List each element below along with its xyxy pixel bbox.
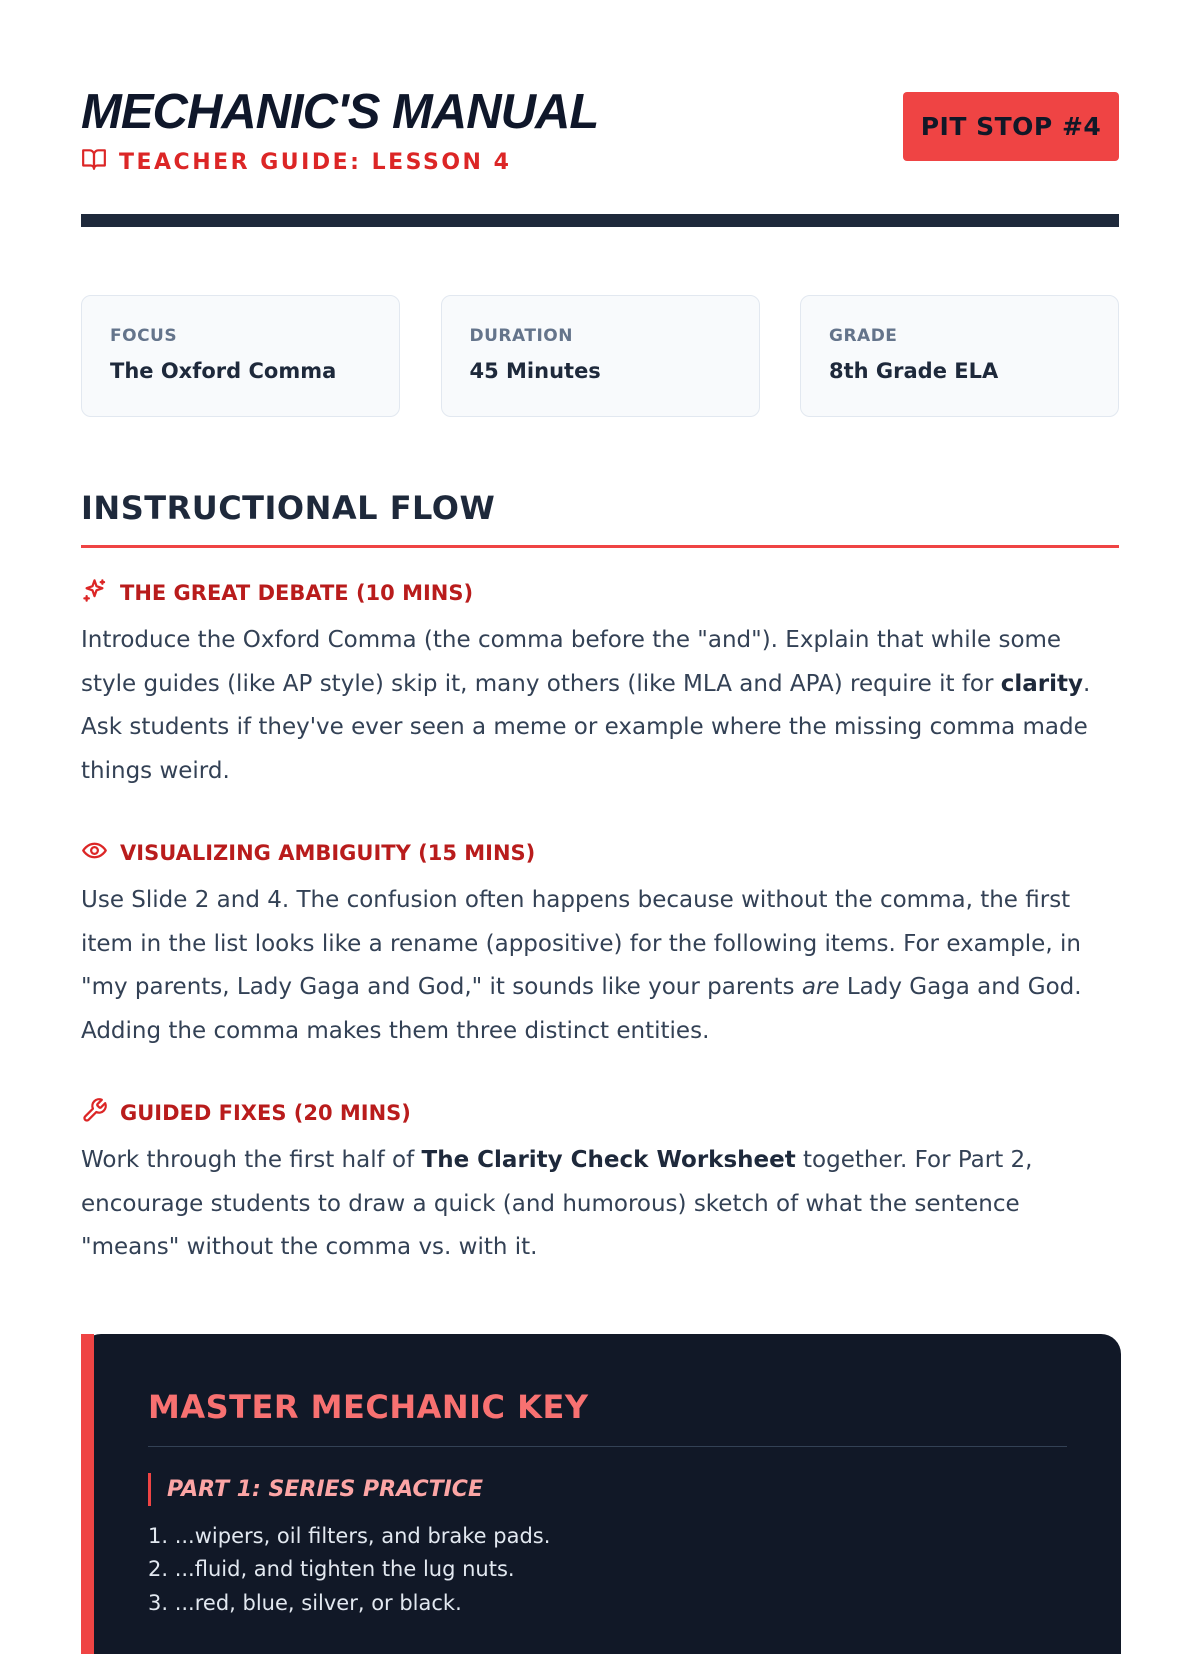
card-value: 45 Minutes	[469, 359, 601, 383]
key-part-heading: PART 1: SERIES PRACTICE	[148, 1473, 1067, 1506]
card-value: 8th Grade ELA	[829, 359, 999, 383]
flow-step	[81, 837, 1119, 1053]
flow-step	[81, 1097, 1119, 1270]
step-heading	[81, 1097, 1119, 1129]
body-text: together. For Part 2, encourage students to draw a quick (and humorous) sketch of what the sentence "means" without the comma vs. with it.	[81, 1147, 1033, 1260]
step-heading-text: THE GREAT DEBATE (10 MINS)	[120, 581, 474, 605]
card-label: GRADE	[829, 326, 898, 346]
answer-key-panel	[81, 1334, 1121, 1654]
body-bold: The Clarity Check Worksheet	[421, 1147, 796, 1173]
list-item: 2. ...fluid, and tighten the lug nuts.	[148, 1557, 515, 1581]
subtitle-text: TEACHER GUIDE: LESSON 4	[119, 149, 512, 175]
step-body	[81, 1139, 1119, 1270]
body-text: Use Slide 2 and 4. The confusion often happens because without the comma, the first item in the list looks like a rename (appositive) for the following items. For example, in "my parents, Lady Gaga and God," it sounds like your parents	[81, 887, 1081, 1000]
info-card-grade	[800, 295, 1119, 417]
step-heading	[81, 577, 1119, 609]
flow-step	[81, 577, 1119, 793]
key-divider	[148, 1446, 1067, 1447]
step-body	[81, 879, 1119, 1053]
step-heading	[81, 837, 1119, 869]
header	[81, 0, 1119, 214]
body-text: Lady Gaga and God. Adding the comma makes them three distinct entities.	[81, 974, 1082, 1044]
section-title: INSTRUCTIONAL FLOW	[81, 489, 496, 527]
accent-stripe	[81, 1334, 94, 1654]
key-title: MASTER MECHANIC KEY	[148, 1387, 589, 1426]
body-text: Introduce the Oxford Comma (the comma before the "and"). Explain that while some style guides (like AP style) skip it, many others (like MLA and APA) require it for	[81, 627, 1062, 697]
step-body	[81, 619, 1119, 793]
list-item: 3. ...red, blue, silver, or black.	[148, 1590, 462, 1615]
card-value: The Oxford Comma	[110, 359, 337, 383]
wrench-icon	[81, 1097, 108, 1129]
info-card-focus	[81, 295, 400, 417]
body-bold: clarity	[1000, 670, 1084, 697]
body-text: Work through the first half of	[81, 1147, 422, 1173]
card-label: DURATION	[469, 326, 573, 346]
header-divider	[81, 214, 1119, 227]
sparkles-icon	[81, 577, 108, 609]
page-title: MECHANIC'S MANUAL	[81, 85, 599, 139]
body-text: . Ask students if they've ever seen a meme or example where the missing comma made things weird.	[81, 670, 1091, 784]
info-cards	[81, 295, 1119, 417]
section-divider	[81, 545, 1119, 548]
step-heading-text: GUIDED FIXES (20 MINS)	[120, 1101, 411, 1125]
list-item: 1. ...wipers, oil filters, and brake pads.	[148, 1523, 551, 1548]
eye-icon	[81, 837, 108, 869]
info-card-duration	[441, 295, 760, 417]
answer-list	[148, 1520, 1067, 1621]
body-italic: are	[801, 974, 840, 1000]
card-label: FOCUS	[110, 326, 178, 346]
book-open-icon	[81, 146, 107, 178]
step-heading-text: VISUALIZING AMBIGUITY (15 MINS)	[120, 841, 536, 865]
pit-stop-badge: PIT STOP #4	[903, 92, 1119, 161]
